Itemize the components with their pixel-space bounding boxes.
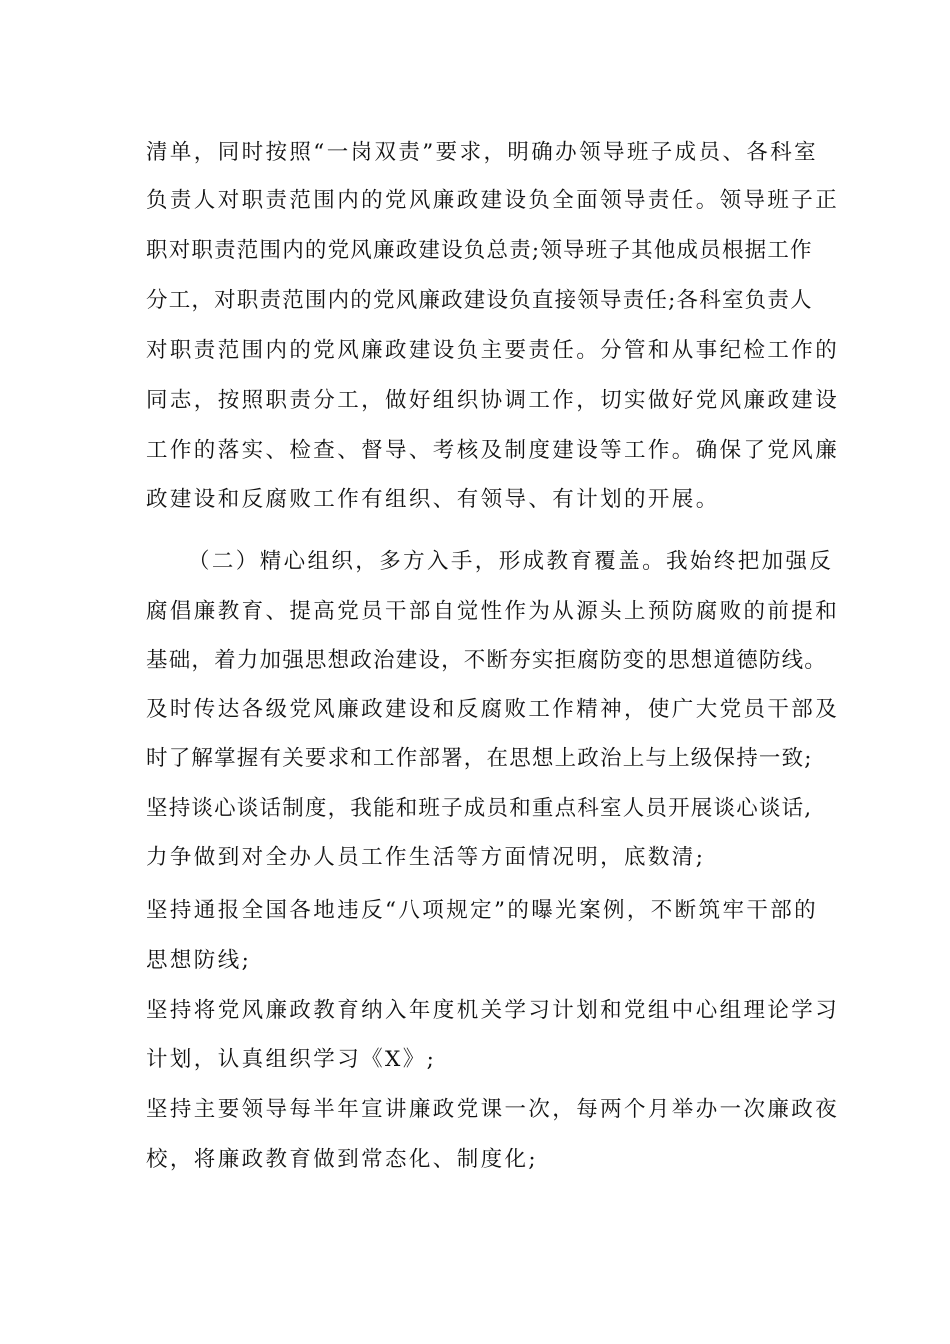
paragraph-line: 政建设和反腐败工作有组织、有领导、有计划的开展。	[146, 487, 720, 512]
paragraph-line: 同志，按照职责分工，做好组织协调工作，切实做好党风廉政建设	[146, 388, 840, 413]
paragraph-line: 工作的落实、检查、督导、考核及制度建设等工作。确保了党风廉	[146, 438, 840, 463]
paragraph-line: 坚持谈心谈话制度，我能和班子成员和重点科室人员开展谈心谈话,	[146, 796, 813, 821]
list-item-line: 计划，认真组织学习《X》;	[146, 1047, 437, 1072]
paragraph-line: 基础，着力加强思想政治建设，不断夯实拒腐防变的思想道德防线。	[146, 648, 828, 673]
list-item-line: 坚持通报全国各地违反“八项规定”的曝光案例，不断筑牢干部的	[146, 898, 819, 923]
paragraph-line: 职对职责范围内的党风廉政建设负总责;领导班子其他成员根据工作	[146, 238, 813, 263]
paragraph-line: 及时传达各级党风廉政建设和反腐败工作精神，使广大党员干部及	[146, 697, 840, 722]
list-item-line: 坚持将党风廉政教育纳入年度机关学习计划和党组中心组理论学习	[146, 998, 840, 1023]
paragraph-line: 腐倡廉教育、提高党员干部自觉性作为从源头上预防腐败的前提和	[146, 599, 840, 624]
paragraph-line: 分工，对职责范围内的党风廉政建设负直接领导责任;各科室负责人	[146, 288, 813, 313]
paragraph-line: 力争做到对全办人员工作生活等方面情况明，底数清;	[146, 845, 706, 870]
list-item-line: 思想防线;	[146, 948, 252, 973]
list-item-line: 坚持主要领导每半年宣讲廉政党课一次，每两个月举办一次廉政夜	[146, 1097, 840, 1122]
paragraph-line: 负责人对职责范围内的党风廉政建设负全面领导责任。领导班子正	[146, 188, 840, 213]
paragraph-line: 对职责范围内的党风廉政建设负主要责任。分管和从事纪检工作的	[146, 338, 840, 363]
paragraph-line: 清单，同时按照“一岗双责”要求，明确办领导班子成员、各科室	[146, 140, 819, 165]
section-heading-line: （二）精心组织，多方入手，形成教育覆盖。我始终把加强反	[188, 549, 834, 574]
list-item-line: 校，将廉政教育做到常态化、制度化;	[146, 1147, 539, 1172]
paragraph-line: 时了解掌握有关要求和工作部署，在思想上政治上与上级保持一致;	[146, 746, 813, 771]
